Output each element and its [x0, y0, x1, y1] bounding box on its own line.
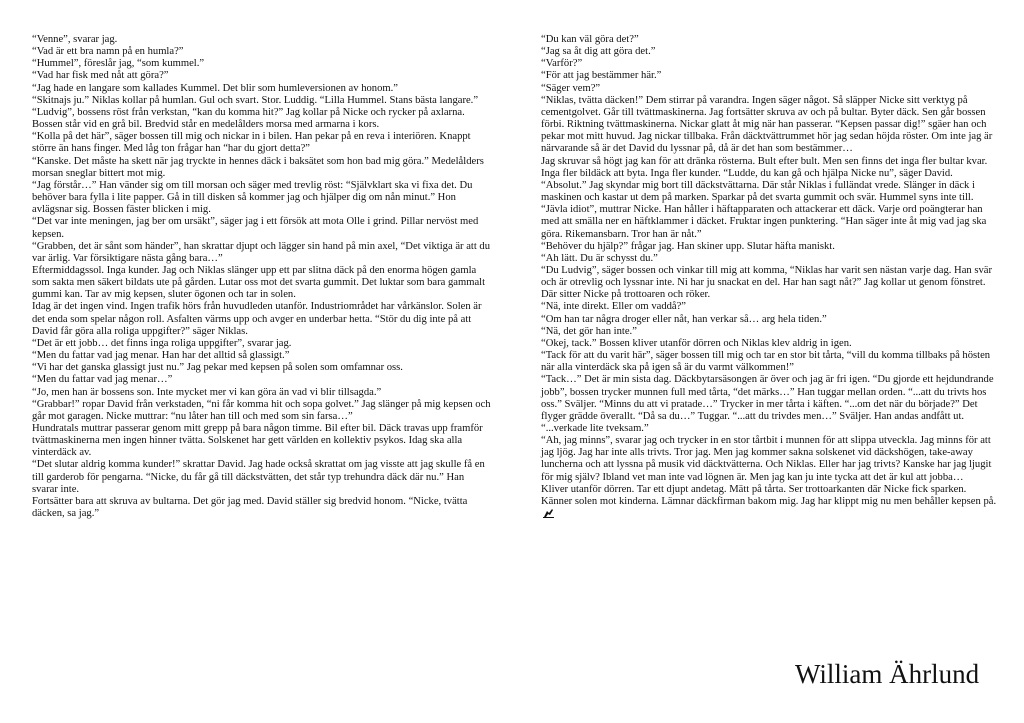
paragraph: “Men du fattar vad jag menar. Han har det alltid så glassigt.”: [32, 350, 290, 362]
paragraph: Bossen står vid en grå bil. Bredvid står en medelålders morsa med armarna i kors.: [32, 119, 380, 131]
paragraph: “Du kan väl göra det?”: [541, 34, 639, 45]
paragraph: “För att jag bestämmer här.”: [541, 70, 662, 82]
paragraph: “Om han tar några droger eller nåt, han verkar så… arg hela tiden.”: [541, 313, 827, 325]
paragraph: “Vad är ett bra namn på en humla?”: [32, 46, 184, 58]
paragraph: Hundratals muttrar passerar genom mitt grepp på bara någon timme. Bil efter bil. Däck travas upp framför tvättmaskinerna men ingen hinner tvätta. Solskenet har gett världen en kollektiv psykos. Idag ska alla vinterdäck av.: [32, 423, 483, 459]
paragraph: Kliver utanför dörren. Tar ett djupt andetag. Mätt på tårta. Ser trottoarkanten där Nicke fick sparken. Känner solen mot kinderna. Lämnar däckfirman bakom mig. Jag har klippt mig nu men behåller kepsen på.: [541, 484, 997, 521]
paragraph: “Det är ett jobb… det finns inga roliga uppgifter”, svarar jag.: [32, 337, 292, 349]
paragraph: “Ah lätt. Du är schysst du.”: [541, 252, 658, 264]
paragraph: “Skitnajs ju.” Niklas kollar på humlan. Gul och svart. Stor. Luddig. “Lilla Hummel. Stans bästa langare.”: [32, 94, 479, 106]
paragraph: “Hummel”, föreslår jag, “som kummel.”: [32, 58, 205, 70]
paragraph: “Nä, det gör han inte.”: [541, 325, 637, 337]
paragraph: “Okej, tack.” Bossen kliver utanför dörren och Niklas klev aldrig in igen.: [541, 337, 852, 349]
pen-end-mark-icon: [543, 508, 554, 518]
paragraph: “Säger vem?”: [541, 82, 601, 94]
paragraph: “Vi har det ganska glassigt just nu.” Jag pekar med kepsen på solen som omfamnar oss.: [32, 362, 403, 374]
paragraph: “Niklas, tvätta däcken!” Dem stirrar på varandra. Ingen säger något. Så släpper Nicke sitt verktyg på cementgolvet. Går till tvättmaskinerna. Jag fortsätter skruva av och på bultar. Byter däck. Sen går bossen förbi. Riktning tvättmaskinerna. Nickar glatt åt mig när han passerar. “Kepsen passar dig!” sgäer han och pekar mot mitt huvud. Jag nickar tillbaka. Från däcktvättrummet hör jag sedan höjda röster. Om inte jag är närvarande så är det David du lyssnar på, då är det han som bestämmer…: [541, 94, 993, 155]
paragraph: “Jag hade en langare som kallades Kummel. Det blir som humleversionen av honom.”: [32, 82, 398, 94]
right-column: [541, 34, 997, 521]
paragraph: “Ah, jag minns”, svarar jag och trycker in en stor tårtbit i munnen för att slippa utveckla. Jag minns för att jag ljög. Jag har inte alls trivts. Tror jag. Men jag kommer sakna solskenet vid däckshögen, take-away luncherna och att lyssna på musik vid däcktvätterna. Och Niklas. Eller har jag trivts? Kanske har jag ljugit för mig själv? Ibland vet man inte vad lögnen är. Men jag kan ju inte tycka att det är kul att jobba…: [541, 435, 992, 483]
paragraph: Eftermiddagssol. Inga kunder. Jag och Niklas slänger upp ett par slitna däck på den enorma högen gamla som sakta men säkert bildats ute på gården. Lutar oss mot det svarta gummit. Det luktar som bara gammalt gummi kan. Tar av mig kepsen, sluter ögonen och tar in solen.: [32, 264, 486, 301]
paragraph: “Du Ludvig”, säger bossen och vinkar till mig att komma, “Niklas har varit sen nästan varje dag. Han svär och är otrevlig och lyssnar inte. Ni har ju snackat en del. Har han sagt nåt?” Jag kollar ut genom fönstret. Där sitter Nicke på trottoaren och röker.: [541, 264, 992, 301]
paragraph: “Grabben, det är sånt som händer”, han skrattar djupt och lägger sin hand på min axel, “Det viktiga är att du var ärlig. Var försiktigare nästa gång bara…”: [32, 240, 491, 264]
paragraph: “Jag förstår…” Han vänder sig om till morsan och säger med trevlig röst: “Självklart ska vi fixa det. Du behöver bara fylla i lite papper. Gå in till disken så kommer jag och hjälper dig om nån minut.” Hon avlägsnar sig. Bossen fäster blicken i mig.: [32, 179, 473, 216]
paragraph: “Grabbar!” ropar David från verkstaden, “ni får komma hit och sopa golvet.” Jag slänger på mig kepsen och går mot garagen. Nicke muttrar: “nu låter han till och med som sin farsa…”: [32, 398, 491, 422]
paragraph: Jag skruvar så högt jag kan för att dränka rösterna. Bult efter bult. Men sen finns det inga fler bultar kvar. Inga fler bildäck att byta. Inga fler kunder. “Ludde, du kan gå och hjälpa Nicke nu”, säger David.: [541, 155, 988, 179]
paragraph: Fortsätter bara att skruva av bultarna. Det gör jag med. David ställer sig bredvid honom. “Nicke, tvätta däcken, sa jag.”: [32, 495, 468, 520]
paragraph: “Vad har fisk med nåt att göra?”: [32, 70, 169, 82]
paragraph: “Jag sa åt dig att göra det.”: [541, 46, 656, 58]
paragraph: “Absolut.” Jag skyndar mig bort till däckstvättarna. Där står Niklas i fulländat vrede. Slänger in däck i maskinen och kastar ut dem på marken. Sparkar på det svarta gummit och svär. Hummel syns inte till.: [541, 179, 975, 204]
paragraph: “Jävla idiot”, muttrar Nicke. Han håller i häftapparaten och attackerar ett däck. Varje ord poängterar han med att smälla ner en häftklammer i däcket. Fruktar ingen punktering. “Han säger inte åt mig vad jag ska göra. Rikemansbarn. Tror han är nåt.”: [541, 204, 987, 240]
paragraph: “Behöver du hjälp?” frågar jag. Han skiner upp. Slutar häfta maniskt.: [541, 240, 835, 252]
paragraph: Idag är det ingen vind. Ingen trafik hörs från huvudleden utanför. Industriområdet har vårkänslor. Solen är det enda som spelar någon roll. Asfalten värms upp och avger en underbar hetta. “Stör du dig inte på att David får göra alla roliga uppgifter?” säger Niklas.: [32, 301, 482, 337]
paragraph: “Varför?”: [541, 58, 583, 70]
author-signature: William Ährlund: [795, 659, 980, 689]
paragraph: “Tack för att du varit här”, säger bossen till mig och tar en stor bit tårta, “vill du komma tillbaks på hösten när alla vinterdäck ska på igen så är du varmt välkommen!”: [541, 350, 991, 374]
paragraph: “Venne”, svarar jag.: [32, 34, 118, 45]
paragraph: “Kanske. Det måste ha skett när jag tryckte in hennes däck i baksätet som hon bad mig göra.” Medelålders morsan sneglar bittert mot mig.: [32, 155, 484, 179]
paragraph: “Tack…” Det är min sista dag. Däckbytarsäsongen är över och jag är fri igen. “Du gjorde ett hejdundrande jobb”, bossen trycker munnen full med tårta, “det märks…” Han tuggar mellan orden. “...att du trivts hos oss.” Sväljer. “Minns du att vi pratade…” Trycker in mer tårta i käften. “...om det när du började?” Det flyger grädde överallt. “Då sa du…” Tuggar. “...att du trivdes men…” Sväljer. Han andas andfått ut. “...verkade lite tveksam.”: [541, 374, 994, 434]
paragraph: “Det slutar aldrig komma kunder!” skrattar David. Jag hade också skrattat om jag visste att jag skulle få en till garderob för pengarna. “Nicke, du får gå till däckstvätten, det står typ trehundra däck där nu.” Han svarar inte.: [32, 459, 485, 495]
paragraph: “Det var inte meningen, jag ber om ursäkt”, säger jag i ett försök att mota Olle i grind. Pillar nervöst med kepsen.: [32, 216, 479, 240]
paragraph: “Ludvig”, bossens röst från verkstan, “kan du komma hit?” Jag kollar på Nicke och rycker på axlarna.: [32, 106, 465, 118]
left-column: [32, 34, 492, 520]
paragraph: “Kolla på det här”, säger bossen till mig och nickar in i bilen. Han pekar på en reva i interiören. Knappt större än hans finger. Med låg ton frågar han “har du gjort detta?”: [32, 131, 471, 155]
paragraph: “Jo, men han är bossens son. Inte mycket mer vi kan göra än vad vi blir tillsagda.”: [32, 386, 382, 398]
paragraph: “Nä, inte direkt. Eller om vaddå?”: [541, 301, 687, 313]
paragraph: “Men du fattar vad jag menar…”: [32, 374, 173, 386]
